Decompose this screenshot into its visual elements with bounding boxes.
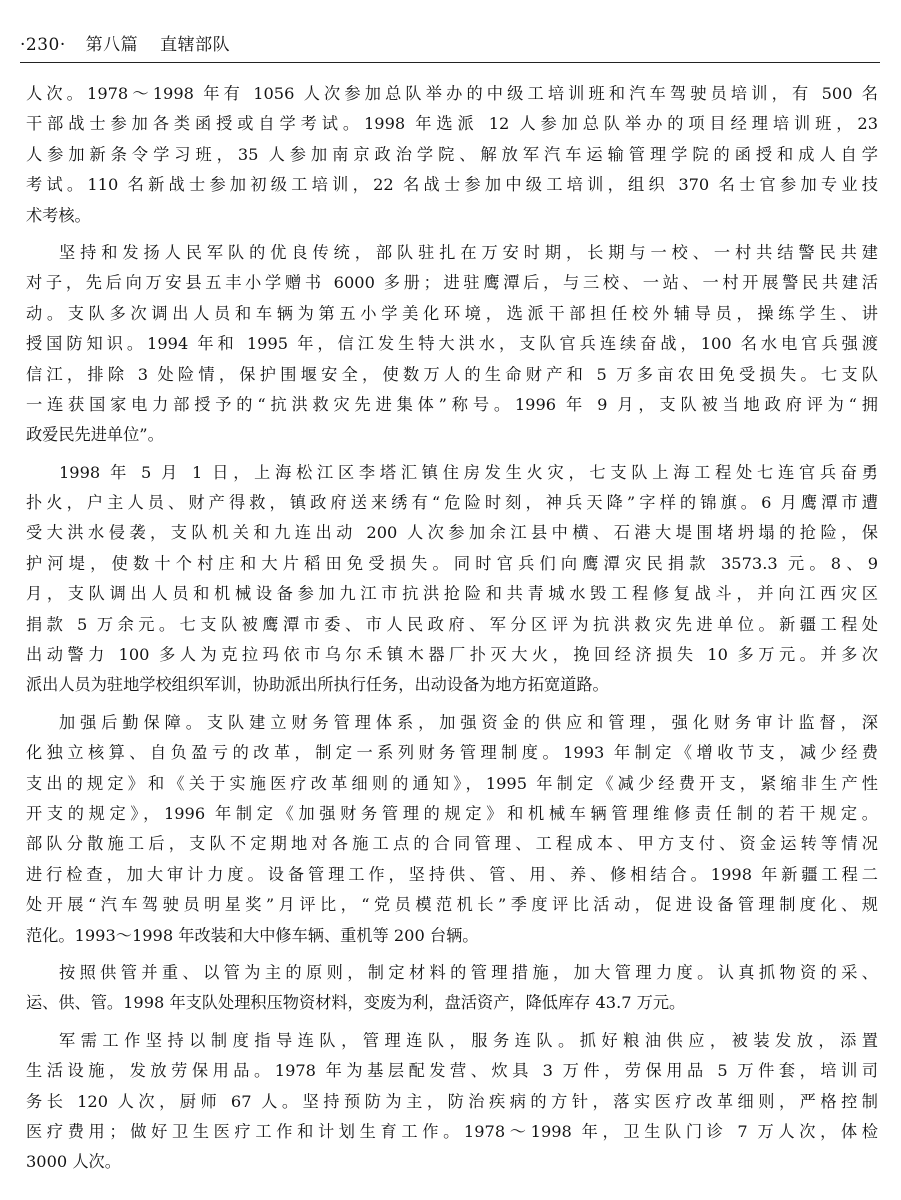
text-line: 对子，先后向万安县五丰小学赠书 6000 多册；进驻鹰潭后，与三校、一站、一村开展警民共建活	[26, 273, 878, 293]
part-title: 第八篇	[85, 35, 139, 55]
text-line: 3000 人次。	[26, 1152, 121, 1172]
text-line: 受大洪水侵袭，支队机关和九连出动 200 人次参加余江县中横、石港大堤围堵坍塌的抢险，保	[26, 523, 878, 543]
text-line: 人参加新条令学习班，35 人参加南京政治学院、解放军汽车运输管理学院的函授和成人自学	[26, 144, 878, 164]
text-line: 支出的规定》和《关于实施医疗改革细则的通知》，1995 年制定《减少经费开支，紧缩非生产性	[26, 773, 878, 793]
text-line: 坚持和发扬人民军队的优良传统，部队驻扎在万安时期，长期与一校、一村共结警民共建	[59, 242, 878, 262]
text-line: 出动警力 100 多人为克拉玛依市乌尔禾镇木器厂扑灭大火，挽回经济损失 10 多万元。并多次	[26, 645, 878, 665]
section-title: 直辖部队	[160, 35, 231, 55]
text-line: 人次。1978～1998 年有 1056 人次参加总队举办的中级工培训班和汽车驾驶员培训，有 500 名	[26, 84, 878, 103]
text-line: 开支的规定》，1996 年制定《加强财务管理的规定》和机械车辆管理维修责任制的若干规定。	[26, 803, 878, 823]
paragraph	[26, 458, 878, 701]
text-line: 医疗费用；做好卫生医疗工作和计划生育工作。1978～1998 年，卫生队门诊 7 万人次，体检	[26, 1121, 878, 1141]
text-line: 务长 120 人次，厨师 67 人。坚持预防为主，防治疾病的方针，落实医疗改革细则，严格控制	[26, 1091, 878, 1111]
text-line: 考试。110 名新战士参加初级工培训，22 名战士参加中级工培训，组织 370 名士官参加专业技	[26, 175, 878, 195]
text-line: 派出人员为驻地学校组织军训，协助派出所执行任务，出动设备为地方拓宽道路。	[26, 675, 609, 695]
text-line: 一连获国家电力部授予的“抗洪救灾先进集体”称号。1996 年 9 月，支队被当地政府评为“拥	[26, 394, 878, 414]
text-line: 捐款 5 万余元。七支队被鹰潭市委、市人民政府、军分区评为抗洪救灾先进单位。新疆工程处	[26, 614, 878, 634]
header-rule	[20, 62, 880, 63]
text-line: 军需工作坚持以制度指导连队，管理连队，服务连队。抓好粮油供应，被装发放，添置	[59, 1030, 878, 1050]
text-line: 生活设施，发放劳保用品。1978 年为基层配发营、炊具 3 万件，劳保用品 5 万件套，培训司	[26, 1061, 878, 1081]
text-line: 干部战士参加各类函授或自学考试。1998 年选派 12 人参加总队举办的项目经理培训班，23	[26, 114, 878, 134]
text-line: 加强后勤保障。支队建立财务管理体系，加强资金的供应和管理，强化财务审计监督，深	[59, 712, 878, 732]
text-line: 处开展“汽车驾驶员明星奖”月评比，“党员模范机长”季度评比活动，促进设备管理制度化、规	[26, 895, 878, 915]
text-line: 政爱民先进单位”。	[26, 425, 164, 445]
body-text	[26, 79, 878, 1178]
paragraph	[26, 238, 878, 451]
paragraph	[26, 1026, 878, 1178]
text-line: 按照供管并重、以管为主的原则，制定材料的管理措施，加大管理力度。认真抓物资的采、	[59, 962, 878, 982]
text-line: 运、供、管。1998 年支队处理积压物资材料，变废为利，盘活资产，降低库存 43.7 万元。	[26, 993, 686, 1013]
text-line: 术考核。	[26, 205, 91, 225]
paragraph	[26, 708, 878, 951]
paragraph	[26, 79, 878, 231]
text-line: 扑火，户主人员、财产得救，镇政府送来绣有“危险时刻，神兵天降”字样的锦旗。6 月鹰潭市遭	[26, 493, 878, 513]
text-line: 化独立核算、自负盈亏的改革，制定一系列财务管理制度。1993 年制定《增收节支，减少经费	[26, 743, 878, 763]
text-line: 授国防知识。1994 年和 1995 年，信江发生特大洪水，支队官兵连续奋战，100 名水电官兵强渡	[26, 334, 878, 354]
text-line: 月，支队调出人员和机械设备参加九江市抗洪抢险和共青城水毁工程修复战斗，并向江西灾区	[26, 584, 878, 604]
text-line: 进行检查，加大审计力度。设备管理工作，坚持供、管、用、养、修相结合。1998 年新疆工程二	[26, 864, 878, 884]
text-line: 信江，排除 3 处险情，保护围堰安全，使数万人的生命财产和 5 万多亩农田免受损失。七支队	[26, 364, 878, 384]
text-line: 动。支队多次调出人员和车辆为第五小学美化环境，选派干部担任校外辅导员，操练学生、讲	[26, 303, 878, 323]
text-line: 1998 年 5 月 1 日，上海松江区李塔汇镇住房发生火灾，七支队上海工程处七连官兵奋勇	[59, 462, 878, 482]
text-line: 范化。1993～1998 年改装和大中修车辆、重机等 200 台辆。	[26, 925, 479, 945]
paragraph	[26, 958, 878, 1019]
page-number: ·230·	[20, 35, 66, 55]
running-head	[20, 30, 230, 55]
text-line: 部队分散施工后，支队不定期地对各施工点的合同管理、工程成本、甲方支付、资金运转等情况	[26, 834, 878, 854]
text-line: 护河堤，使数十个村庄和大片稻田免受损失。同时官兵们向鹰潭灾民捐款 3573.3 元。8、9	[26, 553, 878, 573]
